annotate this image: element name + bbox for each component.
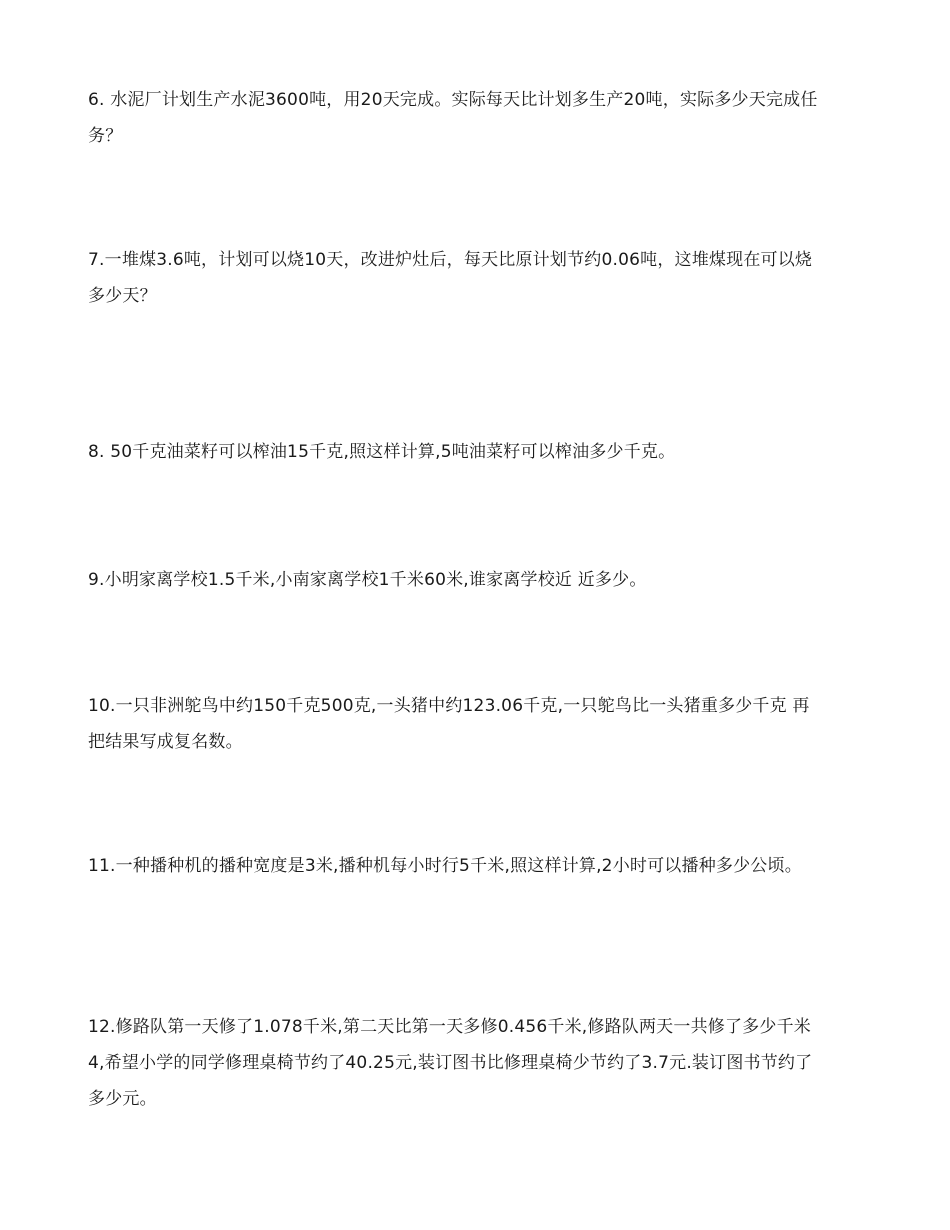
problem-12	[88, 1009, 864, 1117]
problem-10	[88, 688, 864, 760]
problem-6	[88, 82, 864, 154]
problem-7-line-1: 7.一堆煤3.6吨，计划可以烧10天，改进炉灶后，每天比原计划节约0.06吨，这堆煤现在可以烧	[88, 250, 813, 270]
problem-9-line-1: 9.小明家离学校1.5千米,小南家离学校1千米60米,谁家离学校近 近多少。	[88, 570, 647, 590]
problem-11-line-1: 11.一种播种机的播种宽度是3米,播种机每小时行5千米,照这样计算,2小时可以播种多少公顷。	[88, 856, 802, 876]
problem-12-line-2: 4,希望小学的同学修理桌椅节约了40.25元,装订图书比修理桌椅少节约了3.7元.装订图书节约了	[88, 1053, 813, 1073]
problem-12-line-1: 12.修路队第一天修了1.078千米,第二天比第一天多修0.456千米,修路队两天一共修了多少千米	[88, 1017, 811, 1037]
problem-6-line-1: 6. 水泥厂计划生产水泥3600吨，用20天完成。实际每天比计划多生产20吨，实际多少天完成任	[88, 90, 818, 110]
problem-6-line-2: 务？	[88, 126, 123, 146]
problem-9	[88, 562, 864, 598]
problem-10-line-2: 把结果写成复名数。	[88, 732, 243, 752]
problem-12-line-3: 多少元。	[88, 1089, 157, 1109]
problem-8	[88, 434, 864, 470]
problem-11	[88, 848, 864, 884]
problem-8-line-1: 8. 50千克油菜籽可以榨油15千克,照这样计算,5吨油菜籽可以榨油多少千克。	[88, 442, 676, 462]
problem-10-line-1: 10.一只非洲鸵鸟中约150千克500克,一头猪中约123.06千克,一只鸵鸟比一头猪重多少千克 再	[88, 696, 810, 716]
problem-7-line-2: 多少天？	[88, 286, 157, 306]
problem-7	[88, 242, 864, 314]
